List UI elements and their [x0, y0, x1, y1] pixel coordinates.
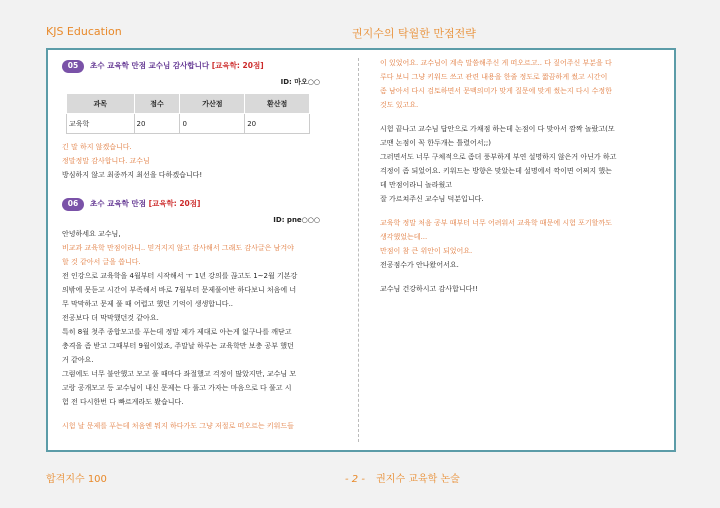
- text-line: 시험 날 문제를 푸는데 처음엔 뭐지 하다가도 그냥 저절로 떠오르는 키워드들: [62, 422, 294, 430]
- text-line: 루다 보니 그냥 키워드 쓰고 관련 내용을 한줄 정도로 짧끔하게 썼고 시간이: [380, 73, 608, 81]
- page-number: - 2 -: [345, 474, 365, 485]
- text-line: 시험 끝나고 교수님 답안으로 가채점 하는데 논점이 다 맞아서 깜짝 놀랐고(모: [380, 125, 615, 133]
- score-table-header-cell: 과목: [67, 94, 135, 114]
- section-05-body: [62, 140, 320, 182]
- text-line: 비교과 교육학 만점이라니.. 믿겨지지 않고 감사해서 그래도 감사글은 남겨야: [62, 244, 294, 252]
- text-line: 전공점수가 안나왔어서요.: [380, 261, 459, 269]
- text-line: 이 있었어요. 교수님이 계속 말씀해주신 게 떠오르고.. 다 짚어주신 부분을 다: [380, 59, 612, 67]
- section-05-score: [교육학: 20점]: [211, 61, 264, 70]
- section-05-id: ID: 마오○○: [280, 78, 320, 86]
- column-divider: [358, 58, 360, 442]
- text-line: 긴 말 하지 않겠습니다.: [62, 143, 132, 151]
- score-table-cell: 20: [245, 114, 310, 134]
- left-column: [62, 58, 320, 433]
- score-table: [66, 93, 310, 134]
- text-line: 안녕하세요 교수님,: [62, 230, 121, 238]
- paragraph: [380, 282, 654, 296]
- text-line: 의밖에 못듣고 시간이 부족해서 바로 7월부터 문제풀이반 하다보니 처음에 너: [62, 286, 297, 294]
- section-06-title-text: 초수 교육학 만점: [90, 199, 146, 208]
- text-line: 것도 있고요.: [380, 101, 419, 109]
- score-table-header-cell: 가산점: [180, 94, 245, 114]
- footer-center: [345, 470, 460, 485]
- text-line: 잘 가르쳐주신 교수님 덕분입니다.: [380, 195, 484, 203]
- text-line: 전 인강으로 교육학을 4월부터 시작해서 ㅜ 1년 강의를 끊고도 1~2월 기본강: [62, 272, 298, 280]
- text-line: 교수님 건강하시고 감사합니다!!: [380, 285, 478, 293]
- footer-left: 합격지수 100: [46, 474, 107, 485]
- section-06-body: [62, 227, 320, 433]
- section-06-title: [90, 197, 200, 211]
- text-line: 걱정이 좀 되었어요. 키워드는 방향은 맞았는데 설명에서 깍이면 어쩌지 했는: [380, 167, 612, 175]
- section-05-title: [90, 59, 264, 73]
- text-line: 만점이 참 큰 위안이 되었어요.: [380, 247, 473, 255]
- score-table-cell: 0: [180, 114, 245, 134]
- text-line: 할 것 같아서 글을 씁니다.: [62, 258, 141, 266]
- section-06-score: [교육학: 20점]: [148, 199, 201, 208]
- text-line: 정말정말 감사합니다. 교수님: [62, 157, 150, 165]
- section-05-badge: 05: [62, 60, 84, 73]
- text-line: 고땐 논점이 꼭 한두개는 틀렸어서;;): [380, 139, 492, 147]
- score-table-header-cell: 점수: [134, 94, 180, 114]
- text-line: [62, 409, 320, 419]
- header-left: KJS Education: [46, 25, 122, 38]
- text-line: 충격을 좀 받고 그때부터 9월이었죠, 주말날 하루는 교육학만 보충 공부 했던: [62, 342, 294, 350]
- score-table-header: [67, 94, 310, 114]
- paragraph: [380, 56, 654, 112]
- text-line: 그럼에도 너무 불안했고 모고 풀 때마다 좌절했고 걱정이 많았지만, 교수님 모: [62, 370, 297, 378]
- text-line: 데 만점이라니 놀라웠고: [380, 181, 453, 189]
- text-line: 무 막막하고 문제 풀 때 어렵고 했던 기억이 생생합니다..: [62, 300, 234, 308]
- score-table-cell: 20: [134, 114, 180, 134]
- section-06-badge: 06: [62, 198, 84, 211]
- paragraph: [380, 216, 654, 272]
- text-line: 전공보다 더 막막했던것 같아요.: [62, 314, 159, 322]
- score-table-row: [67, 114, 310, 134]
- section-06-header: [62, 196, 320, 212]
- score-table-header-cell: 환산점: [245, 94, 310, 114]
- paragraph: [380, 122, 654, 206]
- text-line: 험 전 다시한번 다 빠르게라도 봤습니다.: [62, 398, 184, 406]
- text-line: 특히 8월 첫주 종합모고를 푸는데 정말 제가 제대로 아는게 없구나를 깨닫고: [62, 328, 292, 336]
- header-right: 권지수의 탁월한 만점전략: [352, 27, 476, 40]
- right-column: [380, 56, 654, 296]
- text-line: 고랑 공개모고 등 교수님이 내신 문제는 다 풀고 가자는 마음으로 다 풀고 시: [62, 384, 292, 392]
- text-line: 방심하지 않고 최종까지 최선을 다하겠습니다!: [62, 171, 203, 179]
- text-line: 그러면서도 너무 구체적으로 좀더 풍부하게 부연 설명하지 않은거 아닌가 하고: [380, 153, 617, 161]
- text-line: 거 같아요.: [62, 356, 94, 364]
- text-line: 교육학 정말 처음 공부 때부터 너무 어려워서 교육학 때문에 시험 포기할까도: [380, 219, 612, 227]
- section-06-id: ID: pne○○○: [273, 216, 320, 224]
- footer-title: 권지수 교육학 논술: [376, 474, 460, 485]
- section-05-title-text: 초수 교육학 만점 교수님 감사합니다: [90, 61, 210, 70]
- text-line: 좀 남아서 다시 검토하면서 문맥의미가 맞게 질문에 맞게 썼는지 다시 수정한: [380, 87, 612, 95]
- text-line: 생각했었는데...: [380, 233, 428, 241]
- score-table-cell: 교육학: [67, 114, 135, 134]
- section-05-header: [62, 58, 320, 74]
